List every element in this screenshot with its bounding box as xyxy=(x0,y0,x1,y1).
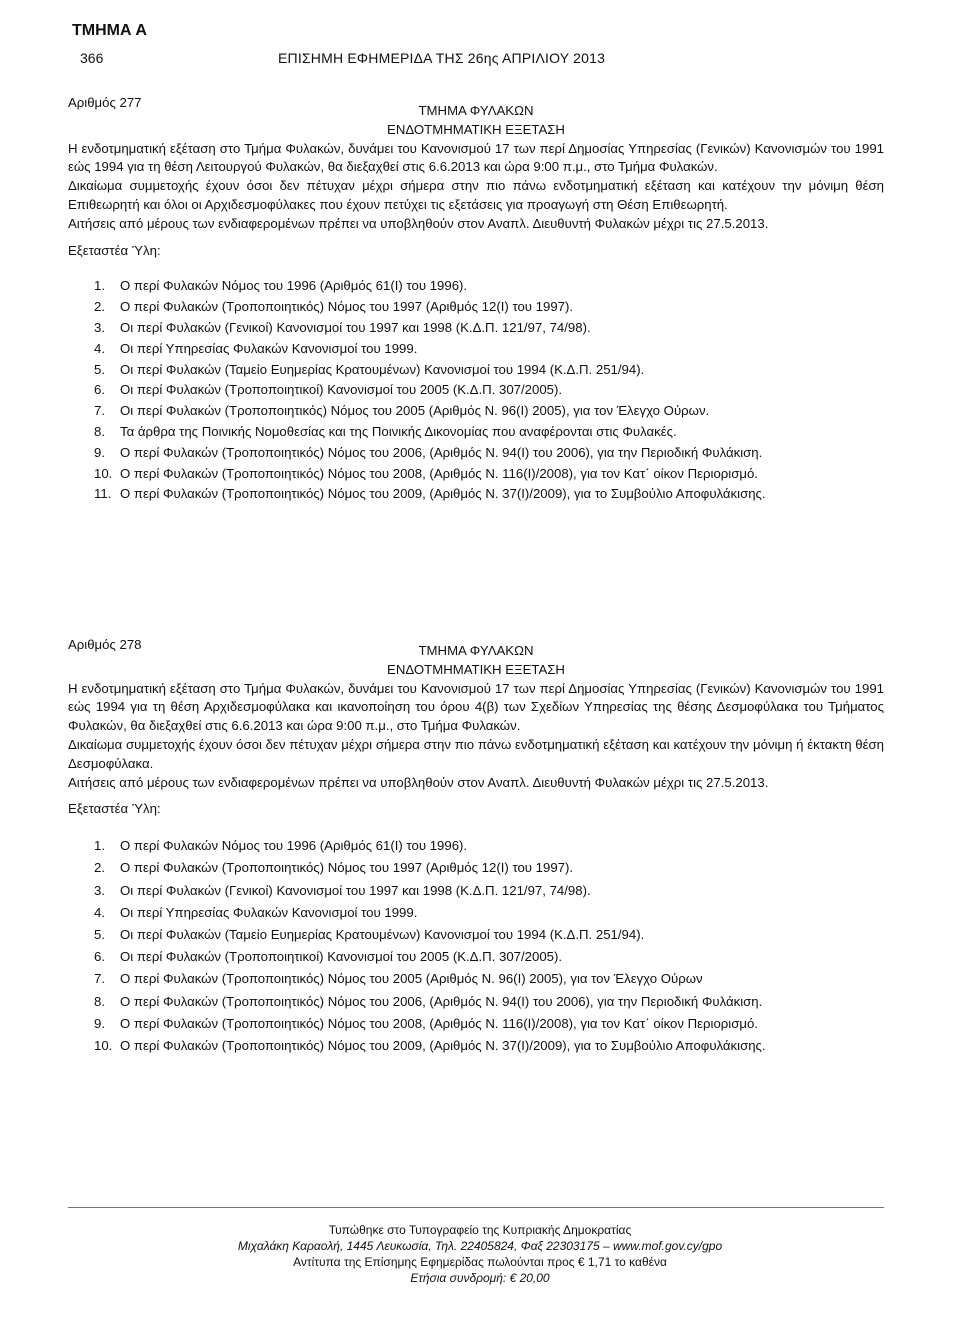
list-item: 4. Οι περί Υπηρεσίας Φυλακών Κανονισμοί του 1999. xyxy=(94,340,418,356)
notice-paragraph: Αιτήσεις από μέρους των ενδιαφερομένων πρέπει να υποβληθούν στον Αναπλ. Διευθυντή Φυλακών μέχρι τις 27.5.2013. xyxy=(68,215,769,231)
notice-paragraph: Η ενδοτμηματική εξέταση στο Τμήμα Φυλακών, δυνάμει του Κανονισμού 17 των περί Δημοσίας Υπηρεσίας (Γενικών) Κανονισμών του 1991 εώς 1994 για τη θέση Αρχιδεσμοφύλακα και ικανοποίηση του όρου 4(β) των Σχεδίων Υπηρεσίας της θέσης Δεσμοφύλακα του Τμήματος Φυλακών, θα διεξαχθεί στις 6.6.2013 και ώρα 9:00 π.μ., στο Τμήμα Φυλακών. xyxy=(68,680,884,734)
list-item: 10. Ο περί Φυλακών (Τροποποιητικός) Νόμος του 2008, (Αριθμός Ν. 116(I)/2008), για τον Κατ΄ οίκον Περιορισμό. xyxy=(94,465,758,481)
notice-278 xyxy=(68,636,884,1057)
list-item: 3. Οι περί Φυλακών (Γενικοί) Κανονισμοί του 1997 και 1998 (Κ.Δ.Π. 121/97, 74/98). xyxy=(94,882,591,898)
exam-subject-label: Εξεταστέα Ύλη: xyxy=(68,801,161,817)
list-item: 6. Οι περί Φυλακών (Τροποποιητικοί) Κανονισμοί του 2005 (Κ.Δ.Π. 307/2005). xyxy=(94,382,563,398)
footer-printer-line: Τυπώθηκε στο Τυπογραφείο της Κυπριακής Δημοκρατίας xyxy=(328,1223,632,1237)
list-item: 2. Ο περί Φυλακών (Τροποποιητικός) Νόμος του 1997 (Αριθμός 12(I) του 1997). xyxy=(94,299,574,315)
footer-subscription-line: Ετήσια συνδρομή: € 20,00 xyxy=(410,1271,550,1285)
list-item: 9. Ο περί Φυλακών (Τροποποιητικός) Νόμος του 2006, (Αριθμός Ν. 94(I) του 2006), για την Περιοδική Φυλάκιση. xyxy=(94,444,763,460)
exam-subject-list xyxy=(68,276,884,505)
notice-number: Αριθμός 278 xyxy=(68,637,142,652)
notice-heading-exam: ΕΝΔΟΤΜΗΜΑΤΙΚΗ ΕΞΕΤΑΣΗ xyxy=(387,121,565,137)
footer-price-line: Αντίτυπα της Επίσημης Εφημερίδας πωλούνται προς € 1,71 το καθένα xyxy=(293,1255,667,1269)
notice-277 xyxy=(68,94,884,505)
list-item: 7. Οι περί Φυλακών (Τροποποιητικός) Νόμος του 2005 (Αριθμός Ν. 96(I) 2005), για τον Έλεγχο Ούρων. xyxy=(94,403,710,419)
list-item: 8. Τα άρθρα της Ποινικής Νομοθεσίας και της Ποινικής Δικονομίας που αναφέρονται στις Φυλακές. xyxy=(94,423,677,439)
list-item: 5. Οι περί Φυλακών (Ταμείο Ευημερίας Κρατουμένων) Κανονισμοί του 1994 (Κ.Δ.Π. 251/94). xyxy=(94,361,645,377)
list-item: 1. Ο περί Φυλακών Νόμος του 1996 (Αριθμός 61(I) του 1996). xyxy=(94,838,468,854)
footer-address-line: Μιχαλάκη Καραολή, 1445 Λευκωσία, Τηλ. 22405824, Φαξ 22303175 – www.mof.gov.cy/gpo xyxy=(237,1239,723,1253)
list-item: 9. Ο περί Φυλακών (Τροποποιητικός) Νόμος του 2008, (Αριθμός Ν. 116(I)/2008), για τον Κατ΄ οίκον Περιορισμό. xyxy=(94,1015,758,1031)
list-item: 4. Οι περί Υπηρεσίας Φυλακών Κανονισμοί του 1999. xyxy=(94,904,418,920)
notice-number: Αριθμός 277 xyxy=(68,95,142,110)
notice-heading-department: ΤΜΗΜΑ ΦΥΛΑΚΩΝ xyxy=(418,103,534,118)
exam-subject-label: Εξεταστέα Ύλη: xyxy=(68,242,161,258)
notice-paragraph: Η ενδοτμηματική εξέταση στο Τμήμα Φυλακών, δυνάμει του Κανονισμού 17 των περί Δημοσίας Υπηρεσίας (Γενικών) Κανονισμών του 1991 εώς 1994 για τη θέση Λειτουργού Φυλακών, θα διεξαχθεί στις 6.6.2013 και ώρα 9:00 π.μ., στο Τμήμα Φυλακών. xyxy=(68,140,884,175)
notice-paragraph: Δικαίωμα συμμετοχής έχουν όσοι δεν πέτυχαν μέχρι σήμερα στην πιο πάνω ενδοτμηματική εξέταση και κατέχουν την μόνιμη θέση Επιθεωρητή και όλοι οι Αρχιδεσμοφύλακες που έχουν πετύχει τις εξετάσεις για προαγωγή στη Θέση Επιθεωρητή. xyxy=(68,178,884,212)
notice-heading-exam: ΕΝΔΟΤΜΗΜΑΤΙΚΗ ΕΞΕΤΑΣΗ xyxy=(387,661,565,677)
notice-paragraph: Δικαίωμα συμμετοχής έχουν όσοι δεν πέτυχαν μέχρι σήμερα στην πιο πάνω ενδοτμηματική εξέταση και κατέχουν την μόνιμη ή έκτακτη θέση Δεσμοφύλακα. xyxy=(68,736,884,771)
list-item: 10. Ο περί Φυλακών (Τροποποιητικός) Νόμος του 2009, (Αριθμός Ν. 37(I)/2009), για το Συμβούλιο Αποφυλάκισης. xyxy=(94,1038,766,1053)
list-item: 11. Ο περί Φυλακών (Τροποποιητικός) Νόμος του 2009, (Αριθμός Ν. 37(I)/2009), για το Συμβούλιο Αποφυλάκισης. xyxy=(94,486,766,502)
printer-footer xyxy=(0,1222,960,1286)
footer-divider xyxy=(68,1207,884,1208)
section-heading: ΤΜΗΜΑ Α xyxy=(72,22,147,39)
exam-subject-list xyxy=(68,835,884,1057)
list-item: 7. Ο περί Φυλακών (Τροποποιητικός) Νόμος του 2005 (Αριθμός Ν. 96(I) 2005), για τον Έλεγχο Ούρων xyxy=(94,971,703,987)
notice-paragraph: Αιτήσεις από μέρους των ενδιαφερομένων πρέπει να υποβληθούν στον Αναπλ. Διευθυντή Φυλακών μέχρι τις 27.5.2013. xyxy=(68,774,769,790)
list-item: 8. Ο περί Φυλακών (Τροποποιητικός) Νόμος του 2006, (Αριθμός Ν. 94(I) του 2006), για την Περιοδική Φυλάκιση. xyxy=(94,993,763,1009)
page-number: 366 xyxy=(80,50,104,66)
list-item: 3. Οι περί Φυλακών (Γενικοί) Κανονισμοί του 1997 και 1998 (Κ.Δ.Π. 121/97, 74/98). xyxy=(94,319,591,335)
gazette-title: ΕΠΙΣΗΜΗ ΕΦΗΜΕΡΙΔΑ ΤΗΣ 26ης ΑΠΡΙΛΙΟΥ 2013 xyxy=(278,50,606,66)
list-item: 5. Οι περί Φυλακών (Ταμείο Ευημερίας Κρατουμένων) Κανονισμοί του 1994 (Κ.Δ.Π. 251/94). xyxy=(94,926,645,942)
list-item: 1. Ο περί Φυλακών Νόμος του 1996 (Αριθμός 61(I) του 1996). xyxy=(94,278,468,294)
notice-heading-department: ΤΜΗΜΑ ΦΥΛΑΚΩΝ xyxy=(418,643,534,658)
list-item: 6. Οι περί Φυλακών (Τροποποιητικοί) Κανονισμοί του 2005 (Κ.Δ.Π. 307/2005). xyxy=(94,949,563,965)
list-item: 2. Ο περί Φυλακών (Τροποποιητικός) Νόμος του 1997 (Αριθμός 12(I) του 1997). xyxy=(94,860,574,876)
